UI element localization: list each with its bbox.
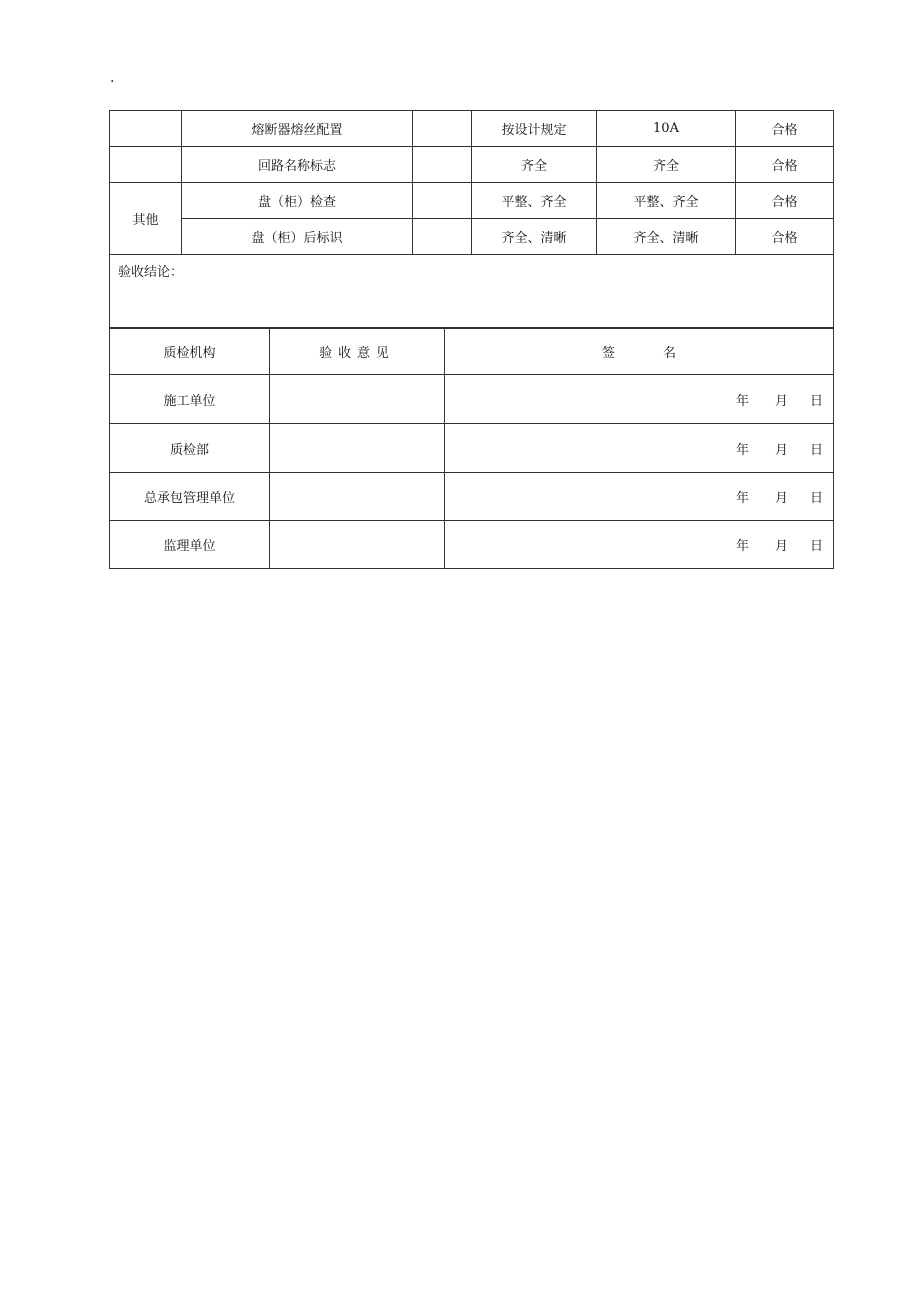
- item-name: 盘（柜）检查: [182, 183, 413, 219]
- signature-field[interactable]: [445, 521, 834, 569]
- table-row: [110, 473, 834, 521]
- standard-cell: 齐全、清晰: [472, 219, 597, 255]
- table-row: [110, 219, 834, 255]
- table-row: [110, 111, 834, 147]
- date-day: 日: [809, 539, 823, 554]
- item-name: 熔断器熔丝配置: [182, 111, 413, 147]
- opinion-field[interactable]: [270, 424, 445, 473]
- blank-cell: [413, 147, 472, 183]
- header-opinion: 验收意见: [270, 329, 445, 375]
- actual-cell: 齐全、清晰: [597, 219, 736, 255]
- standard-cell: 按设计规定: [472, 111, 597, 147]
- header-sign-char2: 名: [663, 346, 677, 361]
- group-cell-empty: [110, 147, 182, 183]
- date-month: 月: [774, 491, 788, 506]
- standard-cell: 平整、齐全: [472, 183, 597, 219]
- inspection-items-table: [109, 110, 834, 328]
- header-sign-char1: 签: [601, 346, 615, 361]
- conclusion-row: [110, 255, 834, 328]
- signoff-table: [109, 328, 834, 569]
- result-cell: 合格: [736, 111, 834, 147]
- date-day: 日: [809, 442, 823, 458]
- date-month: 月: [774, 539, 788, 554]
- actual-cell: 齐全: [597, 147, 736, 183]
- result-cell: 合格: [736, 219, 834, 255]
- table-row: [110, 375, 834, 424]
- page-mark: .: [110, 70, 115, 86]
- date-day: 日: [809, 491, 823, 506]
- standard-cell: 齐全: [472, 147, 597, 183]
- conclusion-label: 验收结论：: [118, 265, 184, 280]
- conclusion-field[interactable]: [110, 255, 834, 328]
- header-org: 质检机构: [110, 329, 270, 375]
- group-label: 其他: [110, 183, 182, 255]
- signature-field[interactable]: [445, 375, 834, 424]
- date-year: 年: [735, 393, 749, 409]
- blank-cell: [413, 111, 472, 147]
- date-year: 年: [735, 442, 749, 458]
- blank-cell: [413, 183, 472, 219]
- group-cell-empty: [110, 111, 182, 147]
- date-month: 月: [774, 442, 788, 458]
- signature-field[interactable]: [445, 424, 834, 473]
- result-cell: 合格: [736, 147, 834, 183]
- header-signature: [445, 329, 834, 375]
- date-day: 日: [809, 393, 823, 409]
- result-cell: 合格: [736, 183, 834, 219]
- item-name: 盘（柜）后标识: [182, 219, 413, 255]
- opinion-field[interactable]: [270, 521, 445, 569]
- table-row: [110, 147, 834, 183]
- signature-field[interactable]: [445, 473, 834, 521]
- org-name: 质检部: [110, 424, 270, 473]
- table-row: [110, 424, 834, 473]
- actual-cell: 平整、齐全: [597, 183, 736, 219]
- opinion-field[interactable]: [270, 473, 445, 521]
- org-name: 施工单位: [110, 375, 270, 424]
- date-year: 年: [735, 491, 749, 506]
- table-row: [110, 521, 834, 569]
- blank-cell: [413, 219, 472, 255]
- signoff-header-row: [110, 329, 834, 375]
- item-name: 回路名称标志: [182, 147, 413, 183]
- opinion-field[interactable]: [270, 375, 445, 424]
- date-year: 年: [735, 539, 749, 554]
- date-month: 月: [774, 393, 788, 409]
- org-name: 监理单位: [110, 521, 270, 569]
- org-name: 总承包管理单位: [110, 473, 270, 521]
- table-row: [110, 183, 834, 219]
- actual-cell: 10A: [597, 111, 736, 147]
